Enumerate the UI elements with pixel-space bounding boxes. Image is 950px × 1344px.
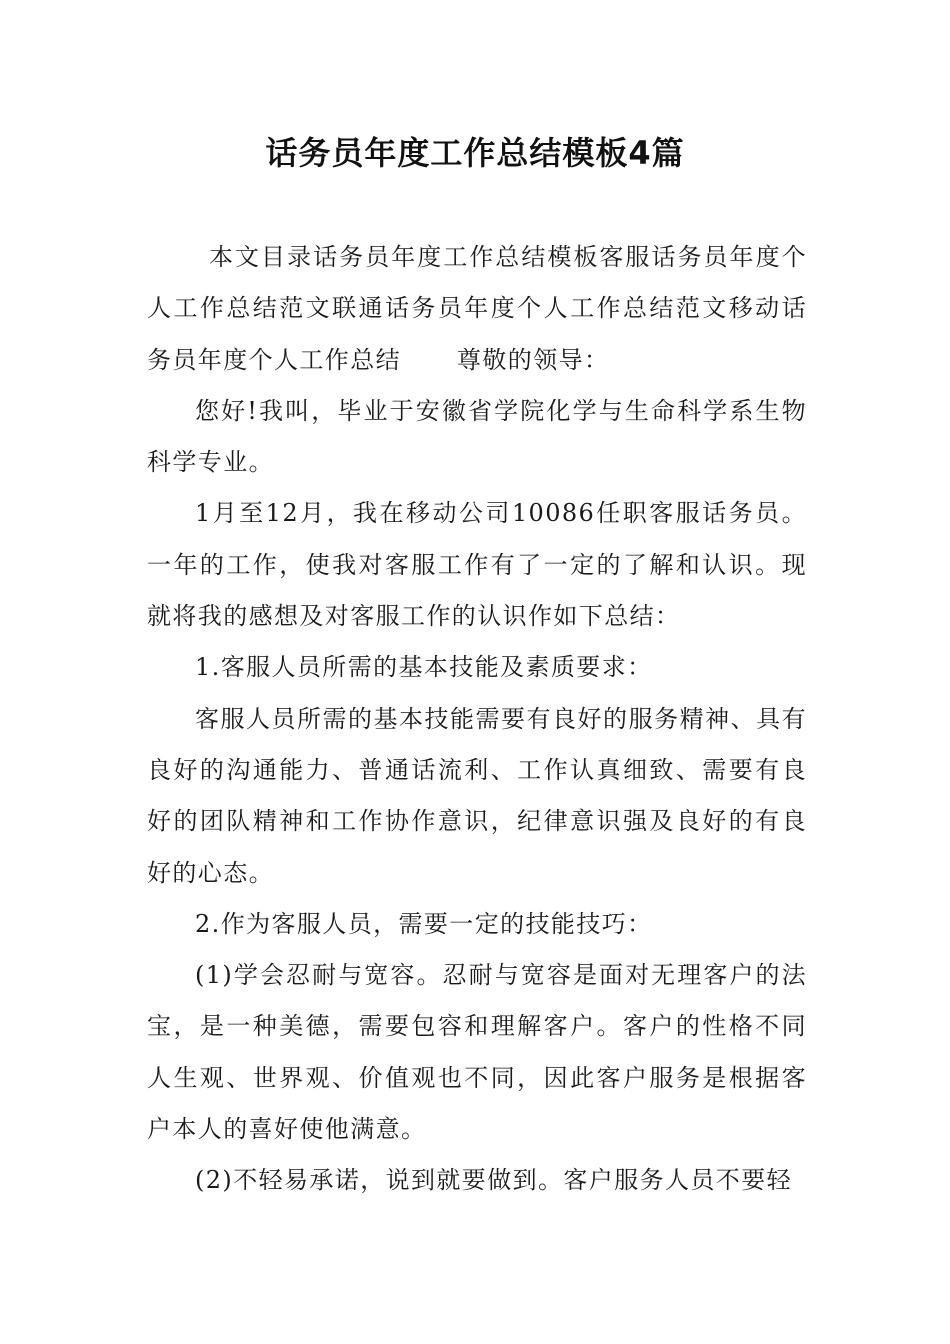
section-heading: 1.客服人员所需的基本技能及素质要求： [195, 653, 653, 682]
intro-paragraph [147, 232, 807, 386]
section-heading: 2.作为客服人员，需要一定的技能技巧： [195, 909, 653, 938]
salutation-text: 尊敬的领导： [457, 345, 610, 374]
table-of-contents-text: 本文目录话务员年度工作总结模板客服话务员年度个人工作总结范文联通话务员年度个人工作总结范文移动话务员年度个人工作总结 [147, 243, 807, 374]
paragraph: (1)学会忍耐与宽容。忍耐与宽容是面对无理客户的法宝，是一种美德，需要包容和理解客户。客户的性格不同人生观、世界观、价值观也不同，因此客户服务是根据客户本人的喜好使他满意。 [147, 961, 807, 1144]
document-title: 话务员年度工作总结模板4篇 [265, 134, 685, 172]
paragraph: 1月至12月，我在移动公司10086任职客服话务员。一年的工作，使我对客服工作有了一定的了解和认识。现就将我的感想及对客服工作的认识作如下总结： [147, 499, 807, 631]
document-body [147, 232, 807, 1207]
paragraph: 您好!我叫，毕业于安徽省学院化学与生命科学系生物科学专业。 [147, 396, 807, 477]
paragraph: (2)不轻易承诺，说到就要做到。客户服务人员不要轻 [195, 1166, 792, 1195]
paragraph: 客服人员所需的基本技能需要有良好的服务精神、具有良好的沟通能力、普通话流利、工作认真细致、需要有良好的团队精神和工作协作意识，纪律意识强及良好的有良好的心态。 [147, 704, 807, 887]
